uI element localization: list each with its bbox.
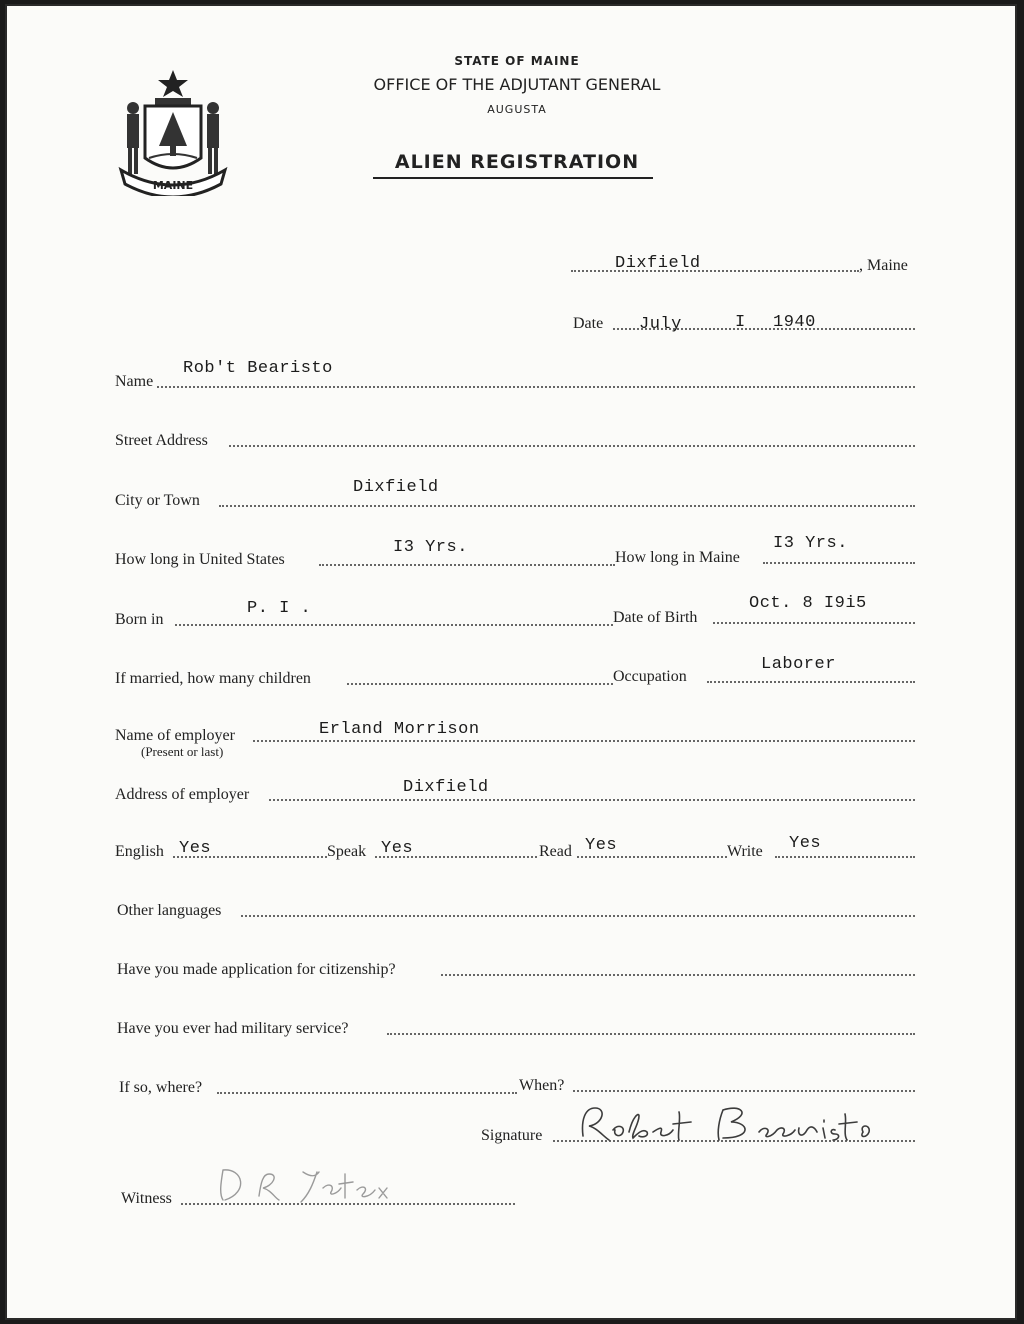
occupation-label: Occupation (613, 668, 687, 685)
born-in-line (175, 624, 613, 626)
date-year: 1940 (773, 313, 816, 332)
citizenship-line (441, 974, 915, 976)
signature-label: Signature (481, 1127, 543, 1144)
born-in-value: P. I . (247, 599, 312, 618)
city-line (219, 505, 915, 507)
date-month: July (639, 315, 682, 334)
how-long-maine-line (763, 562, 915, 564)
born-in-label: Born in (115, 611, 164, 628)
employer-note: (Present or last) (141, 744, 224, 759)
read-value: Yes (585, 836, 618, 855)
occupation-line (707, 681, 915, 683)
street-label: Street Address (115, 432, 208, 449)
how-long-maine-value: I3 Yrs. (773, 534, 848, 553)
office-heading: OFFICE OF THE ADJUTANT GENERAL (373, 75, 661, 94)
date-day: I (735, 313, 746, 332)
name-line (157, 386, 915, 388)
dob-line (713, 622, 915, 624)
military-line (387, 1033, 915, 1035)
date-label: Date (573, 315, 604, 332)
read-line (577, 856, 727, 858)
other-languages-line (241, 915, 915, 917)
city-heading: AUGUSTA (487, 103, 547, 116)
how-long-us-label: How long in United States (115, 551, 285, 568)
occupation-value: Laborer (761, 655, 836, 674)
registration-form (5, 4, 1017, 1320)
maine-label: , Maine (859, 257, 908, 274)
english-label: English (115, 843, 164, 860)
witness-label: Witness (121, 1190, 172, 1207)
english-value: Yes (179, 839, 212, 858)
form-title: ALIEN REGISTRATION (394, 151, 640, 173)
employer-line (253, 740, 915, 742)
title-underline (373, 177, 653, 179)
speak-value: Yes (381, 839, 414, 858)
town-value: Dixfield (615, 254, 701, 273)
how-long-us-line (319, 564, 615, 566)
signature-handwriting (573, 1098, 913, 1148)
how-long-maine-label: How long in Maine (615, 549, 740, 566)
military-label: Have you ever had military service? (117, 1020, 349, 1037)
city-value: Dixfield (353, 478, 439, 497)
when-line (573, 1090, 915, 1092)
other-languages-label: Other languages (117, 902, 222, 919)
citizenship-label: Have you made application for citizenship? (117, 961, 396, 978)
state-heading: STATE OF MAINE (454, 54, 580, 68)
employer-address-label: Address of employer (115, 786, 250, 803)
married-label: If married, how many children (115, 670, 311, 687)
where-label: If so, where? (119, 1079, 203, 1096)
speak-label: Speak (327, 843, 367, 860)
dob-label: Date of Birth (613, 609, 698, 626)
where-line (217, 1092, 517, 1094)
witness-handwriting (213, 1160, 393, 1206)
read-label: Read (539, 843, 572, 860)
employer-label: Name of employer (115, 727, 235, 744)
street-line (229, 445, 915, 447)
write-line (775, 856, 915, 858)
employer-value: Erland Morrison (319, 720, 480, 739)
when-label: When? (519, 1077, 565, 1094)
city-label: City or Town (115, 492, 200, 509)
state-seal-icon (115, 66, 231, 196)
name-label: Name (115, 373, 154, 390)
name-value: Rob't Bearisto (183, 359, 333, 378)
employer-address-line (269, 799, 915, 801)
seal-text: MAINE (152, 179, 194, 192)
dob-value: Oct. 8 I9i5 (749, 594, 867, 613)
write-label: Write (727, 843, 763, 860)
married-line (347, 683, 613, 685)
how-long-us-value: I3 Yrs. (393, 538, 468, 557)
employer-address-value: Dixfield (403, 778, 489, 797)
write-value: Yes (789, 834, 822, 853)
